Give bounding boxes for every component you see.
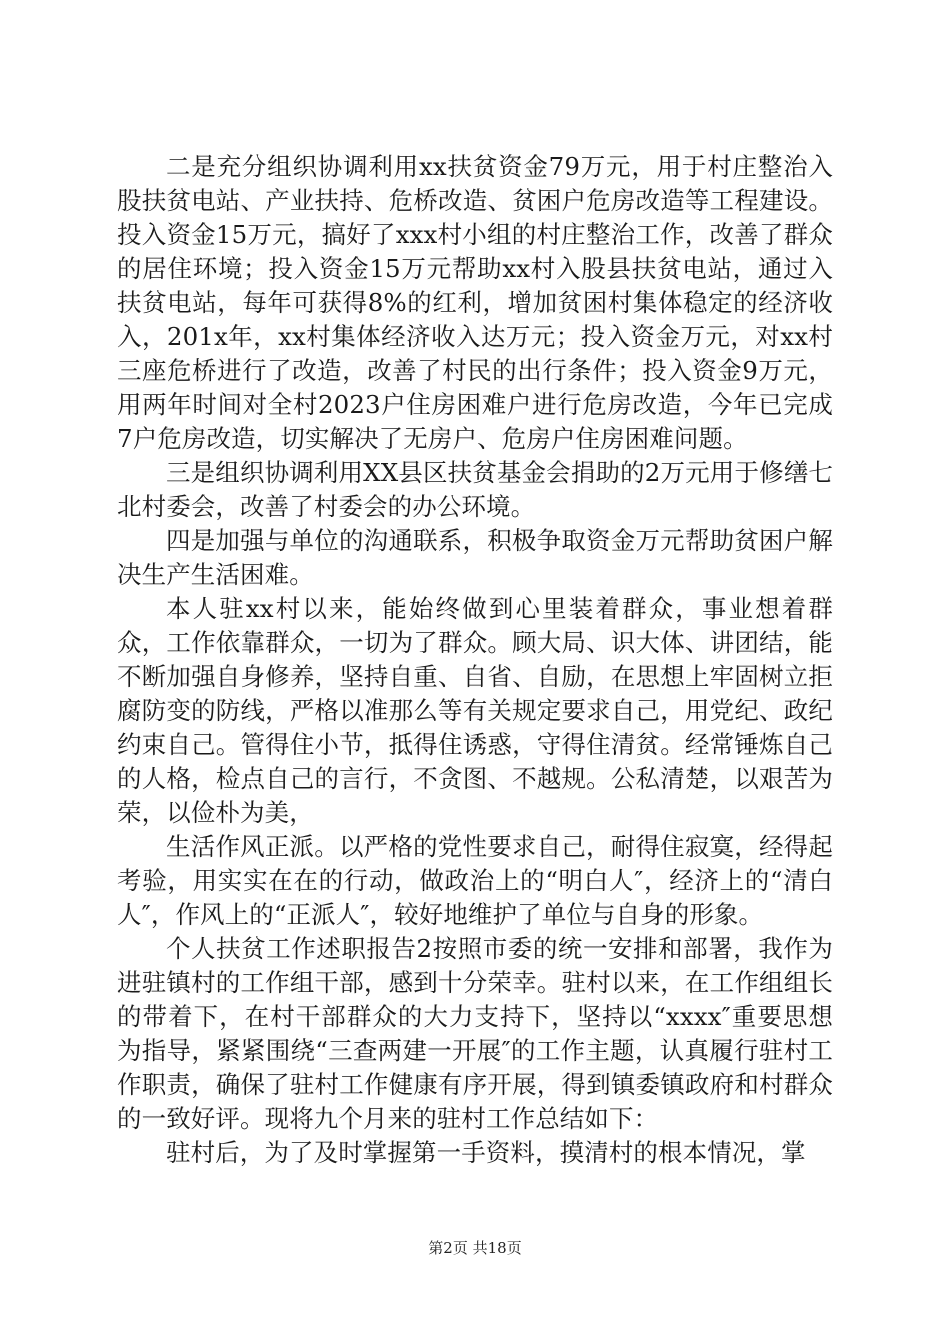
paragraph-unit-communication: 四是加强与单位的沟通联系，积极争取资金万元帮助贫困户解决生产生活困难。 xyxy=(117,526,833,589)
paragraph-report-2-intro: 个人扶贫工作述职报告2按照市委的统一安排和部署，我作为进驻镇村的工作组干部，感到十分荣幸。驻村以来，在工作组组长的带着下，在村干部群众的大力支持下，坚持以“xxxx″重要思想为指导，紧紧围绕“三查两建一开展″的工作主题，认真履行驻村工作职责，确保了驻村工作健康有序开展，得到镇委镇政府和村群众的一致好评。现将九个月来的驻村工作总结如下： xyxy=(117,934,833,1133)
paragraph-lifestyle: 生活作风正派。以严格的党性要求自己，耐得住寂寞，经得起考验，用实实在在的行动，做政治上的“明白人″，经济上的“清白人″，作风上的“正派人″，较好地维护了单位与自身的形象。 xyxy=(117,832,833,929)
paragraph-after-arrival: 驻村后，为了及时掌握第一手资料，摸清村的根本情况，掌 xyxy=(166,1138,806,1167)
page-footer: 第2页 共18页 xyxy=(428,1239,522,1257)
document-body xyxy=(117,150,833,1170)
paragraph-funds-usage: 二是充分组织协调利用xx扶贫资金79万元，用于村庄整治入股扶贫电站、产业扶持、危桥改造、贫困户危房改造等工程建设。投入资金15万元，搞好了xxx村小组的村庄整治工作，改善了群众的居住环境；投入资金15万元帮助xx村入股县扶贫电站，通过入扶贫电站，每年可获得8%的红利，增加贫困村集体稳定的经济收入，201x年，xx村集体经济收入达万元；投入资金万元，对xx村三座危桥进行了改造，改善了村民的出行条件；投入资金9万元，用两年时间对全村2023户住房困难户进行危房改造，今年已完成7户危房改造，切实解决了无房户、危房户住房困难问题。 xyxy=(117,152,833,453)
paragraph-personal-conduct: 本人驻xx村以来，能始终做到心里装着群众，事业想着群众，工作依靠群众，一切为了群众。顾大局、识大体、讲团结，能不断加强自身修养，坚持自重、自省、自励，在思想上牢固树立拒腐防变的防线，严格以准那么等有关规定要求自己，用党纪、政纪约束自己。管得住小节，抵得住诱惑，守得住清贫。经常锤炼自己的人格，检点自己的言行，不贪图、不越规。公私清楚，以艰苦为荣，以俭朴为美， xyxy=(117,594,833,827)
paragraph-village-committee: 三是组织协调利用XX县区扶贫基金会捐助的2万元用于修缮七北村委会，改善了村委会的办公环境。 xyxy=(117,458,833,521)
